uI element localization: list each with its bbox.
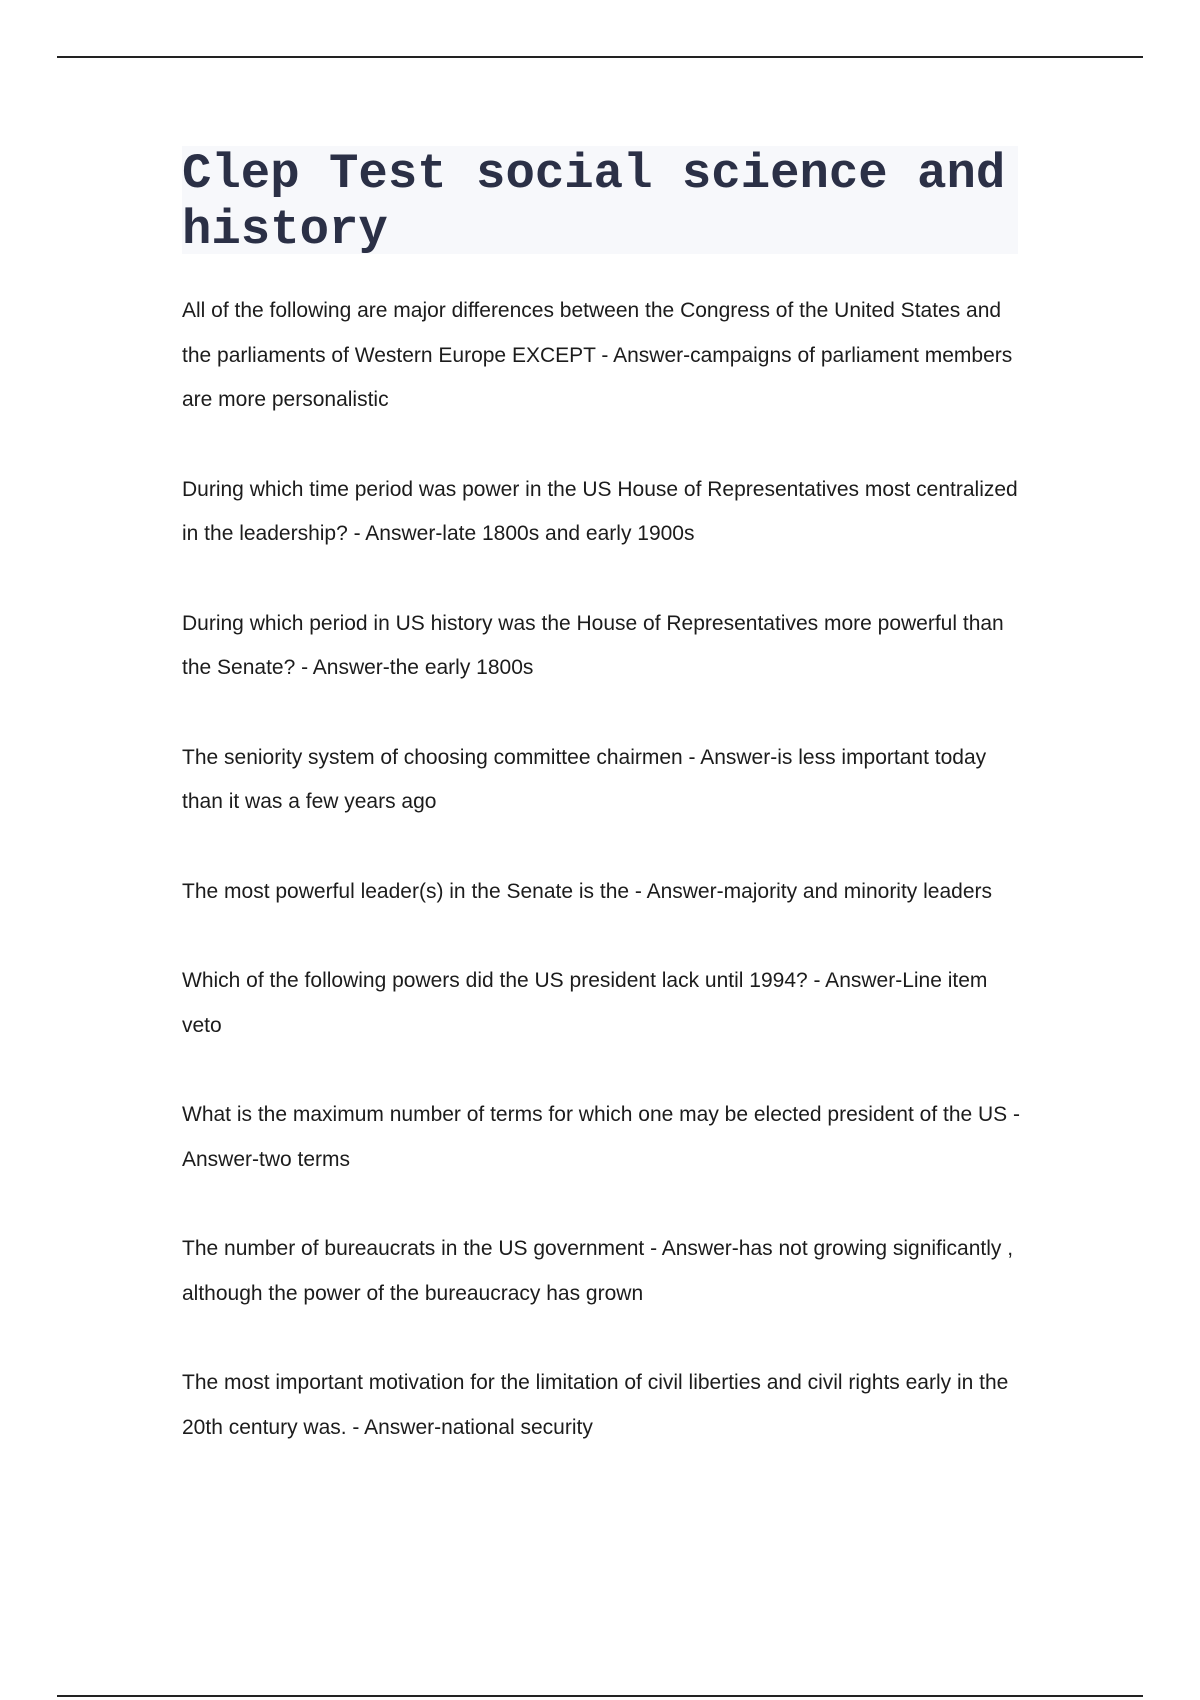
title-box [182, 146, 1018, 258]
qa-item: The most powerful leader(s) in the Senate is the - Answer-majority and minority leaders [182, 879, 993, 903]
page-title: Clep Test social science and history [182, 146, 1006, 258]
qa-item: The seniority system of choosing committee chairmen - Answer-is less important today than it was a few years ago [182, 745, 987, 813]
qa-item: During which period in US history was the House of Representatives more powerful than the Senate? - Answer-the early 1800s [182, 611, 1004, 679]
qa-item: All of the following are major differences between the Congress of the United States and the parliaments of Western Europe EXCEPT - Answer-campaigns of parliament members are more personalistic [182, 299, 1013, 411]
bottom-rule [57, 1695, 1143, 1697]
qa-item: The number of bureaucrats in the US government - Answer-has not growing significantly , although the power of the bureaucracy has grown [182, 1237, 1014, 1305]
qa-item: Which of the following powers did the US president lack until 1994? - Answer-Line item veto [182, 969, 988, 1037]
qa-item: What is the maximum number of terms for which one may be elected president of the US - Answer-two terms [182, 1103, 1021, 1171]
qa-list [182, 289, 1032, 1495]
qa-item: The most important motivation for the limitation of civil liberties and civil rights early in the 20th century was. - Answer-national security [182, 1371, 1009, 1439]
top-rule [57, 56, 1143, 58]
qa-item: During which time period was power in the US House of Representatives most centralized in the leadership? - Answer-late 1800s and early 1900s [182, 477, 1018, 545]
